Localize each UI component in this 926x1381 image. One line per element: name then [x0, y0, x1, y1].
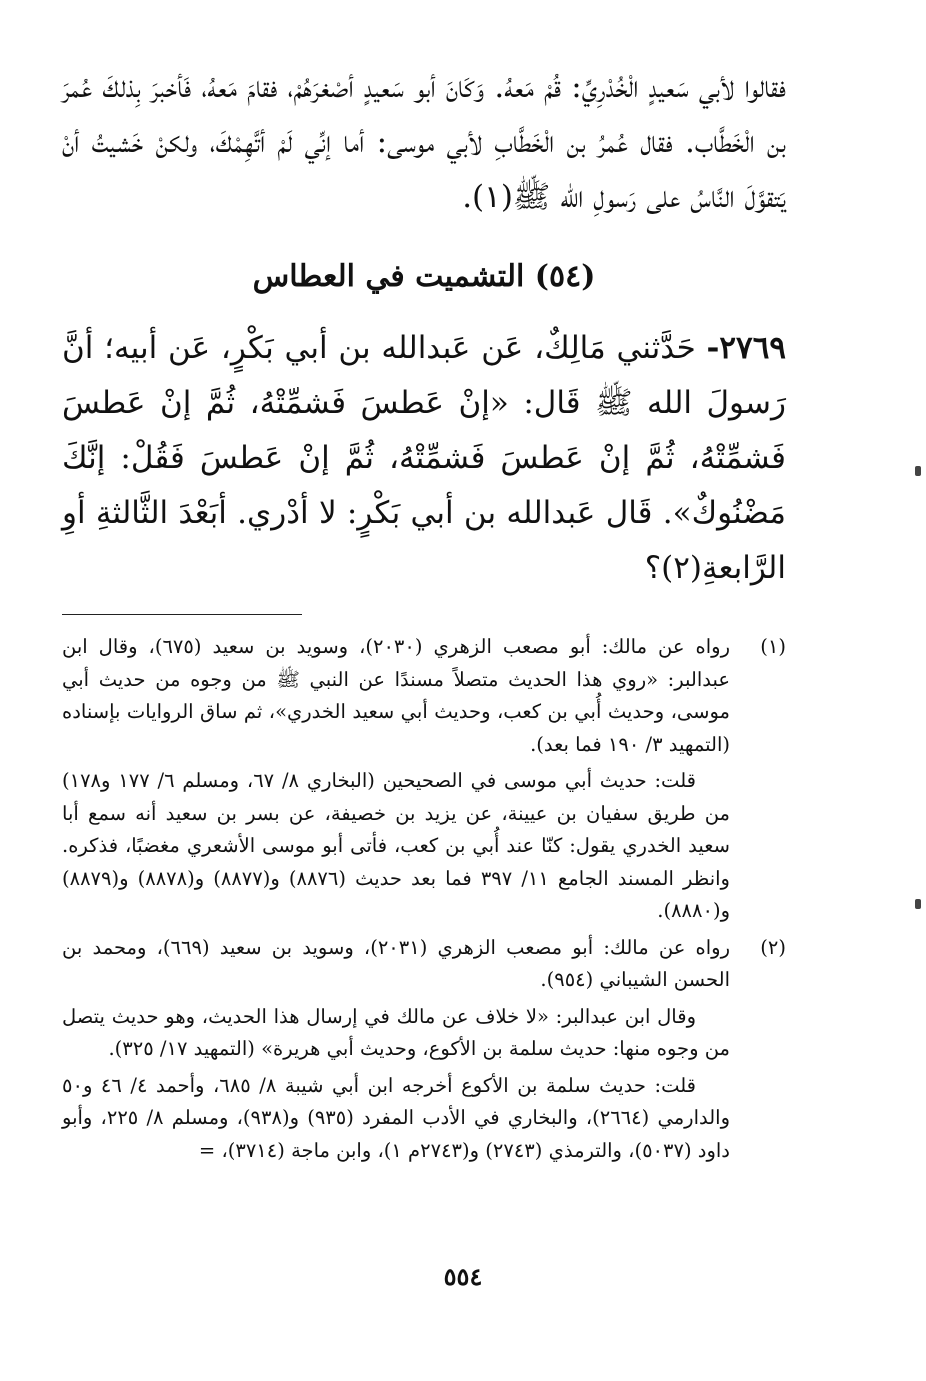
footnote-paragraph: وقال ابن عبدالبر: «لا خلاف عن مالك في إرسال هذا الحديث، وهو حديث يتصل من وجوه منها: حديث سلمة بن الأكوع، وحديث أبي هريرة» (التمهيد ١٧/ ٣٢٥). — [62, 1004, 730, 1060]
footnote-1 — [62, 631, 786, 928]
chapter-heading: (٥٤) التشميت في العطاس — [252, 259, 596, 294]
footnote-2 — [62, 932, 786, 1168]
hadith-number: ٢٧٦٩- — [706, 330, 786, 366]
footnote-paragraph: رواه عن مالك: أبو مصعب الزهري (٢٠٣٠)، وسويد بن سعيد (٦٧٥)، وقال ابن عبدالبر: «روي هذا الحديث متصلاً مسندًا عن النبي ﷺ من وجوه من حديث أبي موسى، وحديث أُبي بن كعب، وحديث أبي سعيد الخدري»، ثم ساق الروايات بإسناده (التمهيد ٣/ ١٩٠ فما بعد). — [62, 635, 730, 756]
footnote-paragraph: قلت: حديث سلمة بن الأكوع أخرجه ابن أبي شيبة ٨/ ٦٨٥، وأحمد ٤/ ٤٦ و٥٠ والدارمي (٢٦٦٤)، والبخاري في الأدب المفرد (٩٣٥) و(٩٣٨)، ومسلم ٨/ ٢٢٥، وأبو داود (٥٠٣٧)، والترمذي (٢٧٤٣) و(٢٧٤٣م ١)، وابن ماجة (٣٧١٤)، = — [62, 1073, 730, 1162]
continuation-paragraph: فقالوا لأبي سَعيدٍ الْخُدْرِيِّ: قُمْ مَعهُ. وَكَانَ أبو سَعيدٍ أصْغرَهُمْ، فقامَ مَعهُ، فَأخبرَ بِذلكَ عُمرَ بن الْخَطَّاب. فقال عُمرُ بن الْخَطَّابِ لأبي موسى: أما إنِّي لَمْ أتَّهِمْكَ، ولكنْ خَشيتُ أنْ يَتقوَّلَ النَّاسُ على رَسولِ الله ﷺ(١). — [62, 69, 786, 215]
scan-edge-mark — [915, 899, 921, 909]
scan-edge-mark — [915, 466, 921, 476]
hadith-text: حَدَّثني مَالِكٌ، عَن عَبدالله بن أبي بَكْرٍ، عَن أبيه؛ أنَّ رَسولَ الله ﷺ قَال: «إنْ عَطسَ فَشمِّتْهُ، ثُمَّ إنْ عَطسَ فَشمِّتْهُ، ثُمَّ إنْ عَطسَ فَشمِّتْهُ، ثُمَّ إنْ عَطسَ فَقُلْ: إنَّكَ مَضْنُوكٌ». قَال عَبدالله بن أبي بَكْرٍ: لا أدْري. أبَعْدَ الثَّالثةِ أوِ الرَّابعةِ(٢)؟ — [62, 330, 786, 586]
page-number: ٥٥٤ — [443, 1262, 483, 1291]
footnote-separator — [62, 614, 302, 615]
footnote-number: (١) — [760, 635, 786, 658]
footnote-paragraph: قلت: حديث أبي موسى في الصحيحين (البخاري ٨/ ٦٧، ومسلم ٦/ ١٧٧ و١٧٨) من طريق سفيان بن عيينة، عن يزيد بن خصيفة، عن بسر بن سعيد أنه سمع أبا سعيد الخدري يقول: كنّا عند أُبي بن كعب، فأتى أبو موسى الأشعري مغضبًا، فذكره. وانظر المسند الجامع ١١/ ٣٩٧ فما بعد حديث (٨٨٧٦) و(٨٨٧٧) و(٨٨٧٨) و(٨٨٧٩) و(٨٨٨٠). — [62, 769, 730, 922]
footnote-paragraph: رواه عن مالك: أبو مصعب الزهري (٢٠٣١)، وسويد بن سعيد (٦٦٩)، ومحمد بن الحسن الشيباني (٩٥٤). — [62, 935, 730, 991]
hadith-paragraph — [62, 321, 786, 596]
book-page — [62, 60, 786, 1360]
footnote-number: (٢) — [760, 935, 786, 959]
